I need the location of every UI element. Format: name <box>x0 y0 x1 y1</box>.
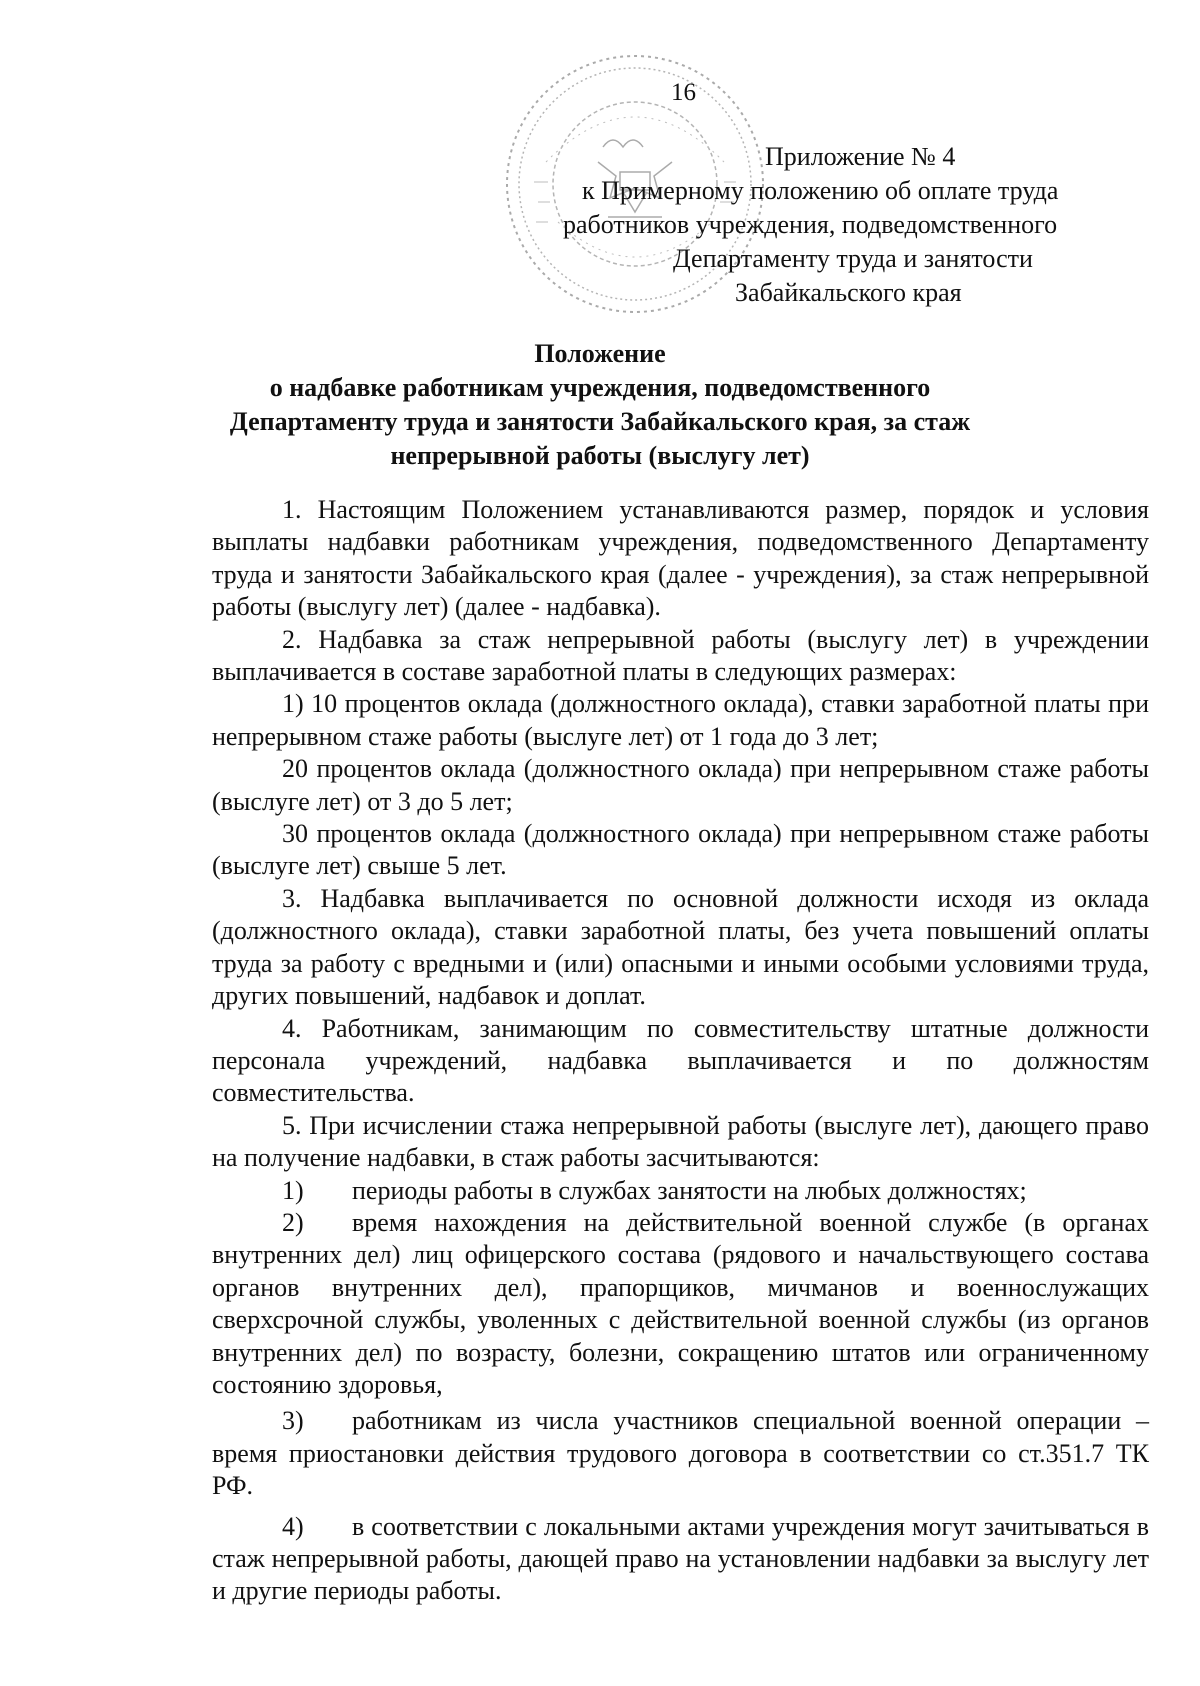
annex-line: к Примерному положению об оплате труда <box>582 176 1059 205</box>
annex-header <box>560 140 1160 310</box>
item-text: время нахождения на действительной военной службе (в органах внутренних дел) лиц офицерского состава (рядового и начальствующего состава органов внутренних дел), прапорщиков, мичманов и военнослужащих сверхсрочной службы, уволенных с действительной военной службы (из органов внутренних дел) по возрасту, болезни, сокращению штатов или ограниченному состоянию здоровья, <box>212 1207 1149 1399</box>
annex-line: Забайкальского края <box>735 278 962 307</box>
paragraph-5-item-4 <box>212 1511 1149 1608</box>
title-line: о надбавке работникам учреждения, подведомственного <box>269 373 931 402</box>
paragraph-2-item-3: 30 процентов оклада (должностного оклада) при непрерывном стаже работы (выслуге лет) свыше 5 лет. <box>212 819 1149 881</box>
paragraph-3: 3. Надбавка выплачивается по основной должности исходя из оклада (должностного оклада), ставки заработной платы, без учета повышений оплаты труда за работу с вредными и (или) опасными и иными особыми условиями труда, других повышений, надбавок и доплат. <box>212 883 1149 1011</box>
page-number: 16 <box>671 79 696 106</box>
item-text: в соответствии с локальными актами учреждения могут зачитываться в стаж непрерывной работы, дающей право на установлении надбавки за выслугу лет и другие периоды работы. <box>212 1511 1149 1606</box>
annex-line: работников учреждения, подведомственного <box>563 210 1058 239</box>
annex-line: Департаменту труда и занятости <box>673 244 1033 273</box>
paragraph-2-item-1: 1) 10 процентов оклада (должностного оклада), ставки заработной платы при непрерывном стаже работы (выслуге лет) от 1 года до 3 лет; <box>212 689 1149 751</box>
paragraph-1: 1. Настоящим Положением устанавливаются размер, порядок и условия выплаты надбавки работникам учреждения, подведомственного Департаменту труда и занятости Забайкальского края (далее - учреждения), за стаж непрерывной работы (выслугу лет) (далее - надбавка). <box>212 495 1149 622</box>
item-number: 1) <box>282 1175 304 1205</box>
item-text: работникам из числа участников специальной военной операции – время приостановки действия трудового договора в соответствии со ст.351.7 ТК РФ. <box>212 1406 1149 1501</box>
paragraph-5-item-1 <box>212 1175 1149 1207</box>
paragraph-2-item-2: 20 процентов оклада (должностного оклада) при непрерывном стаже работы (выслуге лет) от 3 до 5 лет; <box>212 754 1149 816</box>
paragraph-5: 5. При исчислении стажа непрерывной работы (выслуге лет), дающего право на получение надбавки, в стаж работы засчитываются: <box>212 1110 1149 1173</box>
title-line: непрерывной работы (выслугу лет) <box>390 441 810 470</box>
paragraph-5-item-2 <box>212 1207 1149 1401</box>
paragraph-4: 4. Работникам, занимающим по совместительству штатные должности персонала учреждений, надбавка выплачивается и по должностям совместительства. <box>212 1013 1149 1108</box>
title-line: Положение <box>534 339 666 368</box>
title-line: Департаменту труда и занятости Забайкальского края, за стаж <box>229 407 971 436</box>
item-number: 3) <box>282 1406 304 1436</box>
paragraph-2: 2. Надбавка за стаж непрерывной работы (выслугу лет) в учреждении выплачивается в составе заработной платы в следующих размерах: <box>212 624 1149 687</box>
annex-line: Приложение № 4 <box>765 142 956 171</box>
paragraph-5-item-3 <box>212 1405 1149 1502</box>
item-number: 4) <box>282 1511 304 1541</box>
item-number: 2) <box>282 1207 304 1237</box>
document-body <box>212 494 1149 1608</box>
document-title <box>200 337 1000 473</box>
item-text: периоды работы в службах занятости на любых должностях; <box>352 1175 1027 1205</box>
